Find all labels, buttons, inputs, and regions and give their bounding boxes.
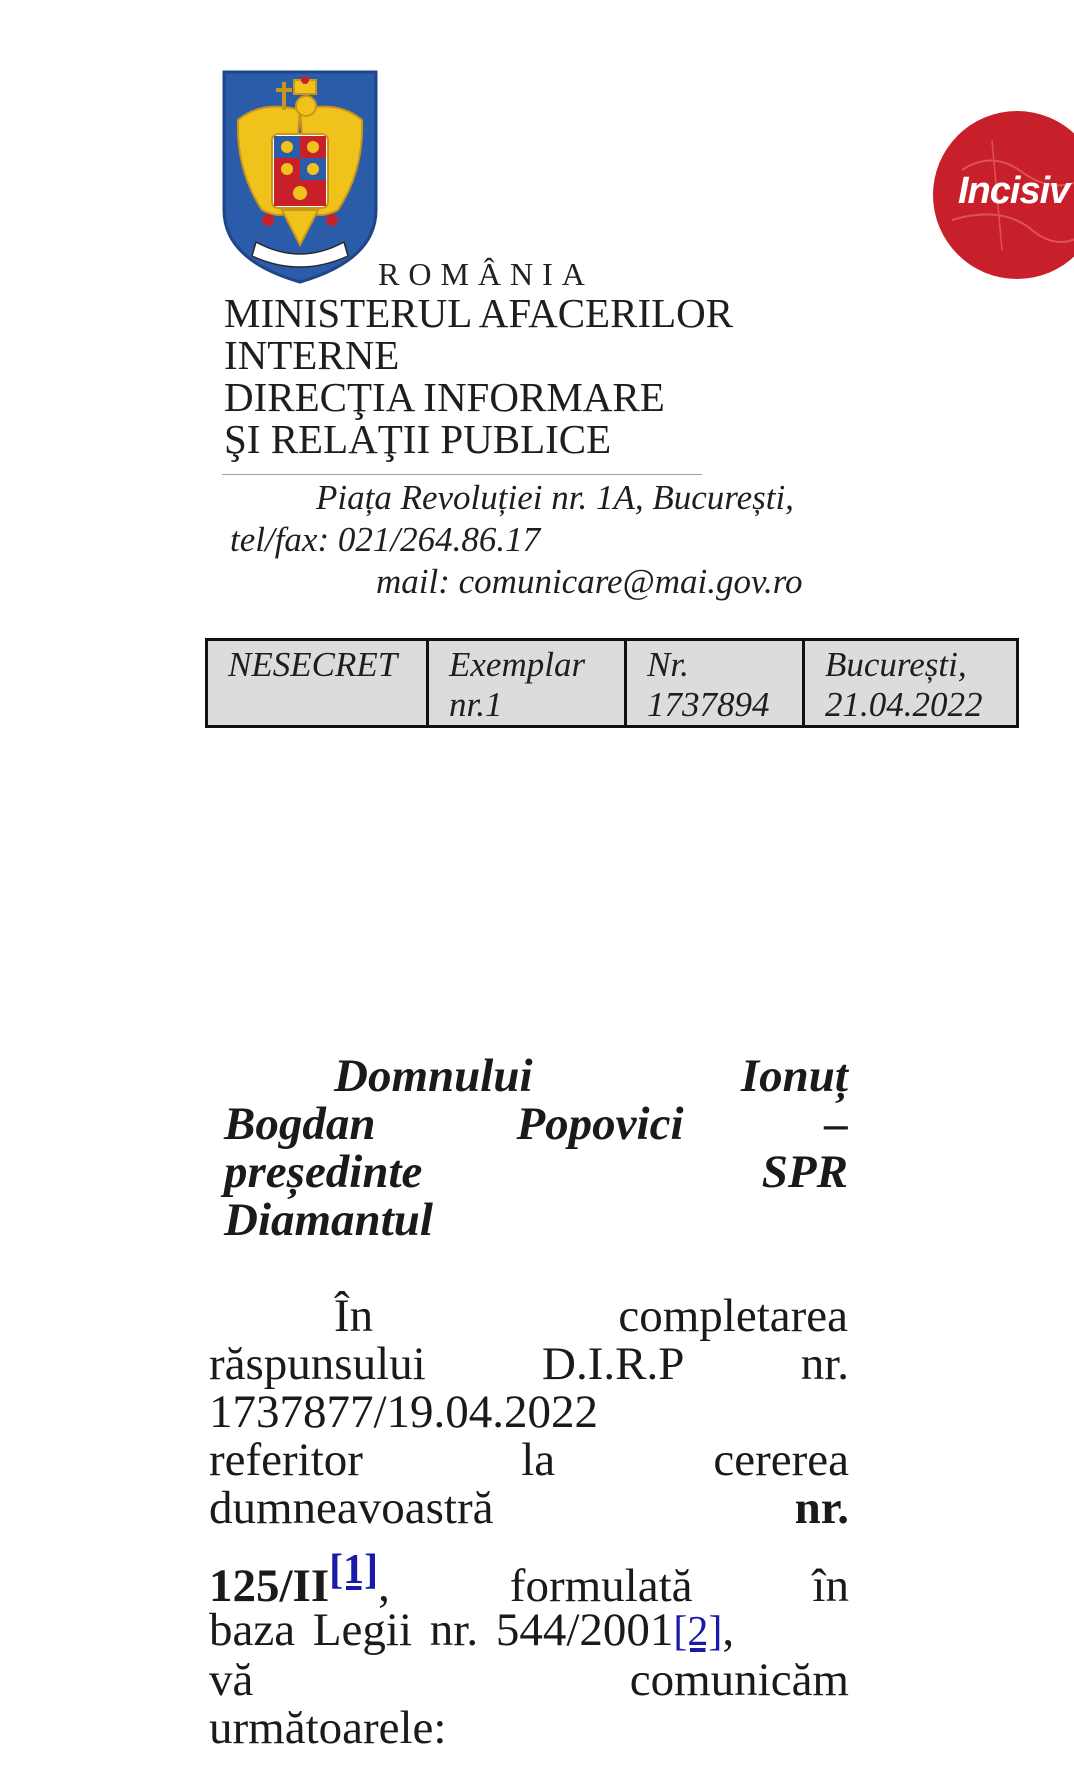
classification-cell: [208, 641, 429, 725]
body-word: În: [334, 1290, 374, 1342]
request-number: 125/II: [209, 1560, 330, 1612]
phone-fax: tel/fax: 021/264.86.17: [230, 520, 541, 559]
body-word: vă: [209, 1654, 254, 1706]
ministry-line-4: ŞI RELAŢII PUBLICE: [224, 416, 612, 462]
body-word: nr.: [800, 1338, 849, 1390]
body-word: 1737877/19.04.2022: [209, 1386, 599, 1438]
body-word: următoarele:: [209, 1702, 447, 1754]
copy-label: Exemplar: [449, 645, 586, 684]
address: Piața Revoluției nr. 1A, București,: [316, 478, 794, 517]
place-date-cell: [805, 641, 1016, 725]
body-word: la: [521, 1434, 556, 1486]
date: 21.04.2022: [825, 685, 983, 724]
addressee-line-1: [334, 1052, 848, 1100]
body-word: completarea: [618, 1290, 848, 1342]
addressee-word: Domnului: [334, 1050, 533, 1102]
addressee-line-4: [224, 1196, 848, 1244]
body-word: comunicăm: [629, 1654, 849, 1706]
body-word: formulată: [509, 1560, 693, 1612]
body-word: ,: [722, 1604, 735, 1656]
law-reference: baza Legii nr. 544/2001: [209, 1604, 674, 1656]
addressee-line-3: [224, 1148, 848, 1196]
registration-label: Nr.: [647, 645, 689, 684]
addressee-word: –: [824, 1098, 848, 1150]
footnote-link-1[interactable]: [1]: [329, 1547, 379, 1593]
body-line-3: [209, 1388, 849, 1436]
footnote-link-2[interactable]: [2]: [673, 1609, 723, 1655]
classification-table: [205, 638, 1019, 728]
addressee-word: Popovici: [516, 1098, 684, 1150]
ministry-line-2: INTERNE: [224, 332, 400, 378]
coat-of-arms-icon: [222, 70, 378, 284]
body-line-4: [209, 1436, 849, 1484]
registration-number: 1737894: [647, 685, 770, 724]
header-divider: [222, 474, 702, 475]
body-word: referitor: [209, 1434, 363, 1486]
request-number-group: [209, 1546, 390, 1610]
country-name: ROMÂNIA: [378, 256, 594, 292]
body-line-9: [209, 1704, 849, 1752]
incisiv-logo-text: Incisiv: [958, 170, 1070, 212]
body-line-1: [334, 1292, 848, 1340]
copy-number-cell: [429, 641, 627, 725]
request-number-prefix: nr.: [794, 1482, 849, 1534]
body-line-5: [209, 1484, 849, 1532]
addressee-word: SPR: [761, 1146, 848, 1198]
addressee-word: Ionuț: [740, 1050, 848, 1102]
addressee-word: Bogdan: [224, 1098, 376, 1150]
email: mail: comunicare@mai.gov.ro: [376, 562, 803, 601]
body-line-7: [209, 1606, 849, 1656]
ministry-line-3: DIRECŢIA INFORMARE: [224, 374, 665, 420]
place: București,: [825, 645, 967, 684]
ministry-line-1: MINISTERUL AFACERILOR: [224, 290, 734, 336]
addressee-word: președinte: [224, 1146, 423, 1198]
body-word: cererea: [713, 1434, 849, 1486]
body-word: dumneavoastră: [209, 1482, 494, 1534]
addressee-word: Diamantul: [224, 1194, 433, 1246]
body-word: D.I.R.P: [542, 1338, 685, 1390]
copy-number: nr.1: [449, 685, 503, 724]
classification-label: NESECRET: [228, 645, 398, 684]
body-line-2: [209, 1340, 849, 1388]
body-line-6: [209, 1546, 849, 1610]
body-line-8: [209, 1656, 849, 1704]
body-word: în: [812, 1560, 849, 1612]
addressee-line-2: [224, 1100, 848, 1148]
registration-number-cell: [627, 641, 805, 725]
body-word: răspunsului: [209, 1338, 426, 1390]
body-word: ,: [378, 1560, 390, 1612]
